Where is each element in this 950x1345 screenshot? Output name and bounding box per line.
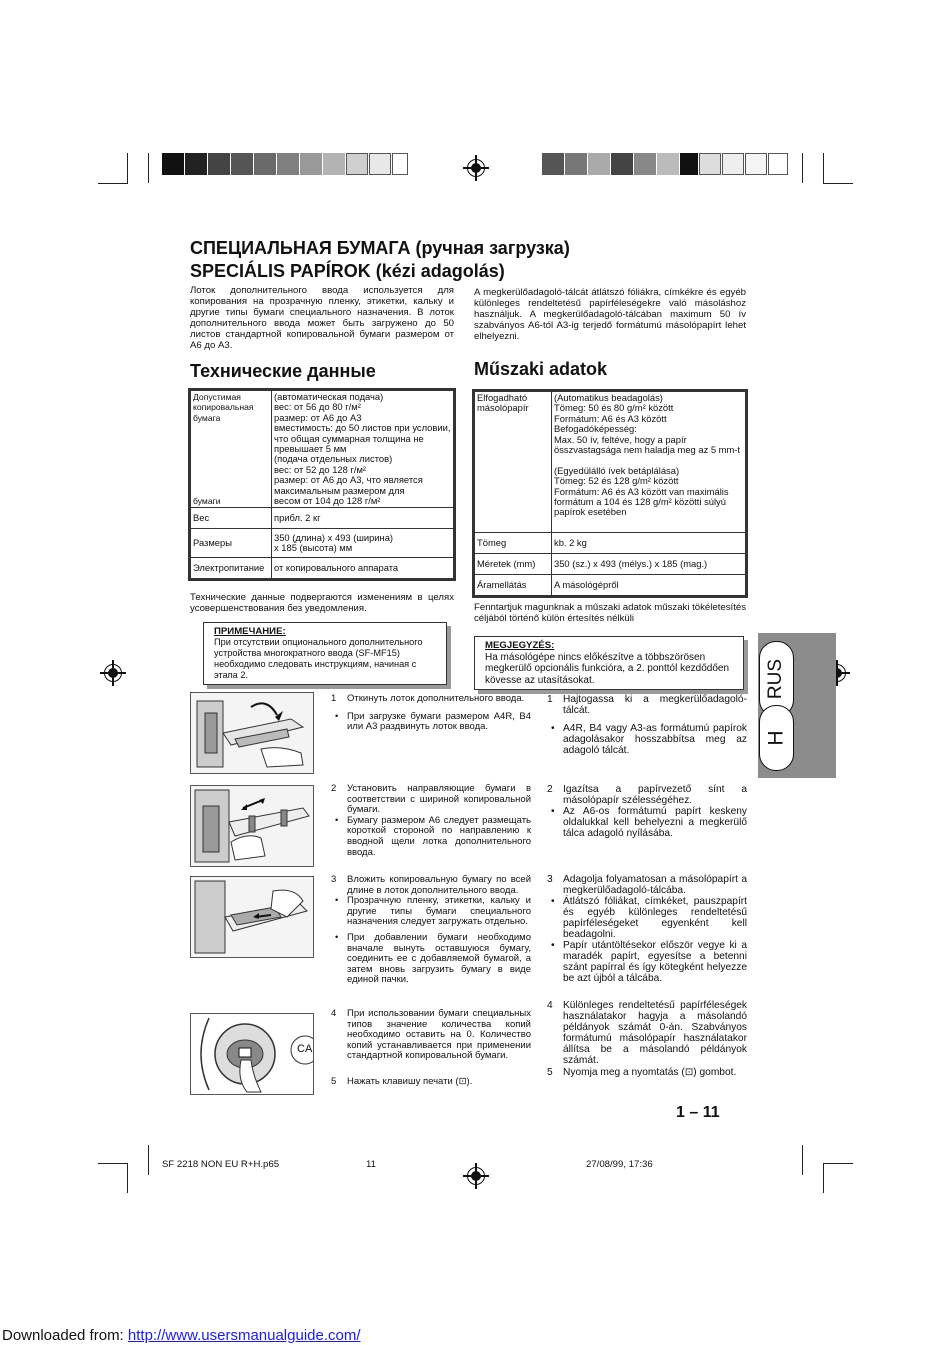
note-text-hu: Ha másológépe nincs előkészítve a többszörösen megkerülő opcionális funkcióra, a 2. ponttól kezdődően kövesse az utasításokat. [485,651,730,686]
step-text: Igazítsa a papírvezető sínt a másolópapír szélességéhez. [563,784,747,806]
table-cell-label: Áramellátás [475,575,552,596]
step-bullet: • Бумагу размером А6 следует размещать короткой стороной по направлению к вводной щели лотка дополнительного ввода. [347,816,531,858]
step-text: Adagolja folyamatosan a másolópapírt a megkerülőadagoló-tálcába. [563,874,747,896]
note-title-ru: ПРИМЕЧАНИЕ: [214,626,286,637]
spec-notice-hu: Fenntartjuk magunknak a műszaki adatok műszaki tökéletesítés céljából történő külön értesítés nélküli [474,602,746,624]
section-title-hu: Műszaki adatok [474,359,608,379]
table-cell-label: Méretek (mm) [475,554,552,575]
step-text: Вложить копировальную бумагу по всей длине в лоток дополнительного ввода. [347,874,531,896]
table-row [475,392,746,533]
spec-table-ru [190,390,454,579]
step-text: При использовании бумаги специальных типов значение количества копий необходимо оставить на 0. Количество копий устанавливается при применении стандартной копировальной бумаги. [347,1008,531,1062]
table-cell-label: Вес [191,508,272,529]
page-title-ru: СПЕЦИАЛЬНАЯ БУМАГА (ручная загрузка) [190,238,570,258]
registration-mark-top [463,155,489,181]
section-title-ru: Технические данные [190,361,376,381]
intro-hu: A megkerülőadagoló-tálcát átlátszó fóliákra, címkékre és egyéb különleges rendeltetésű papírféleségekre való másoláshoz használjuk. A megkerülőadagoló-tálcában maximum 50 ív szabványos A6-tól A3-ig terjedő formátumú másolópapírt lehet elhelyezni. [474,287,746,342]
illustration-open-bypass-tray [190,692,314,774]
registration-mark-bottom [463,1163,489,1189]
step-bullet: • Az A6-os formátumú papírt keskeny oldalukkal kell behelyezni a megkerülő tálca adagoló nyílásába. [563,806,747,839]
footer-date: 27/08/99, 17:36 [586,1159,653,1170]
table-row [191,391,454,508]
download-label: Downloaded from: [2,1327,128,1344]
step-bullet: • При загрузке бумаги размером A4R, B4 или A3 раздвинуть лоток ввода. [347,712,531,733]
tab-rus-label: RUS [765,658,787,700]
step-bullet: • Papír utántöltésekor először vegye ki a maradék papírt, egyesítse a betenni szánt papírral és így kötegként helyezze be azt újból a tálcába. [563,940,747,984]
registration-mark-left [100,660,126,686]
spec-notice-ru: Технические данные подвергаются изменениям в целях усовершенствования без уведомления. [190,592,454,614]
step-hu-4 [547,1000,747,1066]
table-row [191,529,454,558]
table-row [475,575,746,596]
note-box-hu [474,636,744,690]
table-cell-value: (Automatikus beadagolás) Tömeg: 50 és 80 g/m² között Formátum: A6 és A3 között Befogadóképesség: Max. 50 ív, feltéve, hogy a papír összvastagsága nem haladja meg az 5 mm-t (Egyedülálló ívek betáplálása) Tömeg: 52 és 128 g/m² között Formátum: A6 és A3 között van maximális formátum a 104 és 128 g/m² közötti súlyú papírok esetében [552,392,746,533]
step-number: 2 [331,783,337,794]
step-number: 5 [331,1076,337,1087]
step-bullet: • При добавлении бумаги необходимо вначале вынуть оставшуюся бумагу, соединить ее с добавляемой бумагой, а затем вновь загрузить бумагу в виде единой пачки. [347,933,531,986]
ca-key-label: CA [297,1043,313,1055]
step-hu-3 [547,874,747,984]
step-text: Nyomja meg a nyomtatás (⊡) gombot. [563,1067,737,1078]
step-ru-3 [331,875,531,986]
table-cell-value: (автоматическая подача) вес: от 56 до 80 г/м² размер: от А6 до А3 вместимость: до 50 листов при условии, что общая суммарная толщина не превышает 5 мм (подача отдельных листов) вес: от 52 до 128 г/м² размер: от А6 до А3, что является максимальным размером для весом от 104 до 128 г/м² [272,391,454,508]
table-cell-value: kb. 2 kg [552,533,746,554]
tab-h-label: H [764,730,788,746]
spec-table-hu [474,391,746,596]
illustration-adjust-guides [190,785,314,867]
table-cell-value: 350 (sz.) x 493 (mélys.) x 185 (mag.) [552,554,746,575]
download-link[interactable]: http://www.usersmanualguide.com/ [127,1327,361,1344]
step-number: 1 [331,693,337,704]
download-line [2,1327,361,1344]
table-cell-value: от копировального аппарата [272,558,454,579]
illustration-print-key [190,1013,314,1095]
footer-filename: SF 2218 NON EU R+H.p65 [162,1159,280,1170]
illustration-insert-paper [190,876,314,958]
step-bullet: • Átlátszó fóliákat, címkéket, pauszpapírt és egyéb különleges rendeltetésű papírféleségeket egyenként kell beadagolni. [563,896,747,940]
page-number: 1 – 11 [676,1104,720,1121]
step-number: 3 [547,874,553,885]
table-row [475,533,746,554]
footer-page: 11 [366,1159,376,1170]
table-cell-value: прибл. 2 кг [272,508,454,529]
step-hu-2 [547,784,747,839]
step-number: 5 [547,1067,553,1078]
page-title-hu: SPECIÁLIS PAPÍROK (kézi adagolás) [190,261,505,281]
tab-h [759,705,794,771]
table-cell-label: Допустимая копировальная бумага бумаги [191,391,272,508]
step-ru-1 [331,694,531,733]
step-number: 2 [547,784,553,795]
step-ru-5 [331,1077,531,1088]
step-hu-5 [547,1067,747,1078]
table-cell-label: Tömeg [475,533,552,554]
table-row [475,554,746,575]
note-box-ru [203,622,447,685]
step-number: 3 [331,874,337,885]
note-text-ru: При отсутствии опционального дополнительного устройства многократного ввода (SF-MF15) необходимо следовать инструкциям, начиная с этапа 2. [214,637,423,680]
step-text: Откинуть лоток дополнительного ввода. [347,693,525,704]
step-ru-4 [331,1009,531,1062]
table-cell-label: Электропитание [191,558,272,579]
table-row [191,558,454,579]
note-title-hu: MEGJEGYZÉS: [485,640,555,651]
step-text: Нажать клавишу печати (⊡). [347,1076,473,1087]
table-cell-label: Размеры [191,529,272,558]
step-bullet: • Прозрачную пленку, этикетки, кальку и другие типы бумаги специального назначения следует загружать отдельно. [347,896,531,928]
step-hu-1 [547,694,747,756]
table-row [191,508,454,529]
step-number: 4 [331,1008,337,1019]
table-cell-label: Elfogadható másolópapír [475,392,552,533]
table-cell-value: A másológépről [552,575,746,596]
step-text: Установить направляющие бумаги в соответствии с шириной копировальной бумаги. [347,783,531,816]
step-bullet: • A4R, B4 vagy A3-as formátumú papírok adagolásakor hosszabbítsa meg az adagoló tálcát. [563,723,747,756]
table-cell-value: 350 (длина) x 493 (ширина) x 185 (высота) мм [272,529,454,558]
step-number: 1 [547,694,553,705]
step-text: Különleges rendeltetésű papírféleségek használatakor hagyja a másolandó példányok számát 0-án. Szabványos formátumú másolópapír használatakor állítsa be a másolandó példányok számát. [563,1000,747,1066]
step-number: 4 [547,1000,553,1011]
step-ru-2 [331,784,531,858]
intro-ru: Лоток дополнительного ввода используется для копирования на прозрачную пленку, этикетки, кальку и другие типы бумаги специального назначения. В лоток дополнительного ввода может быть загружено до 50 листов стандартной копировальной бумаги размером от А6 до А3. [190,285,454,351]
step-text: Hajtogassa ki a megkerülőadagoló-tálcát. [563,694,747,716]
